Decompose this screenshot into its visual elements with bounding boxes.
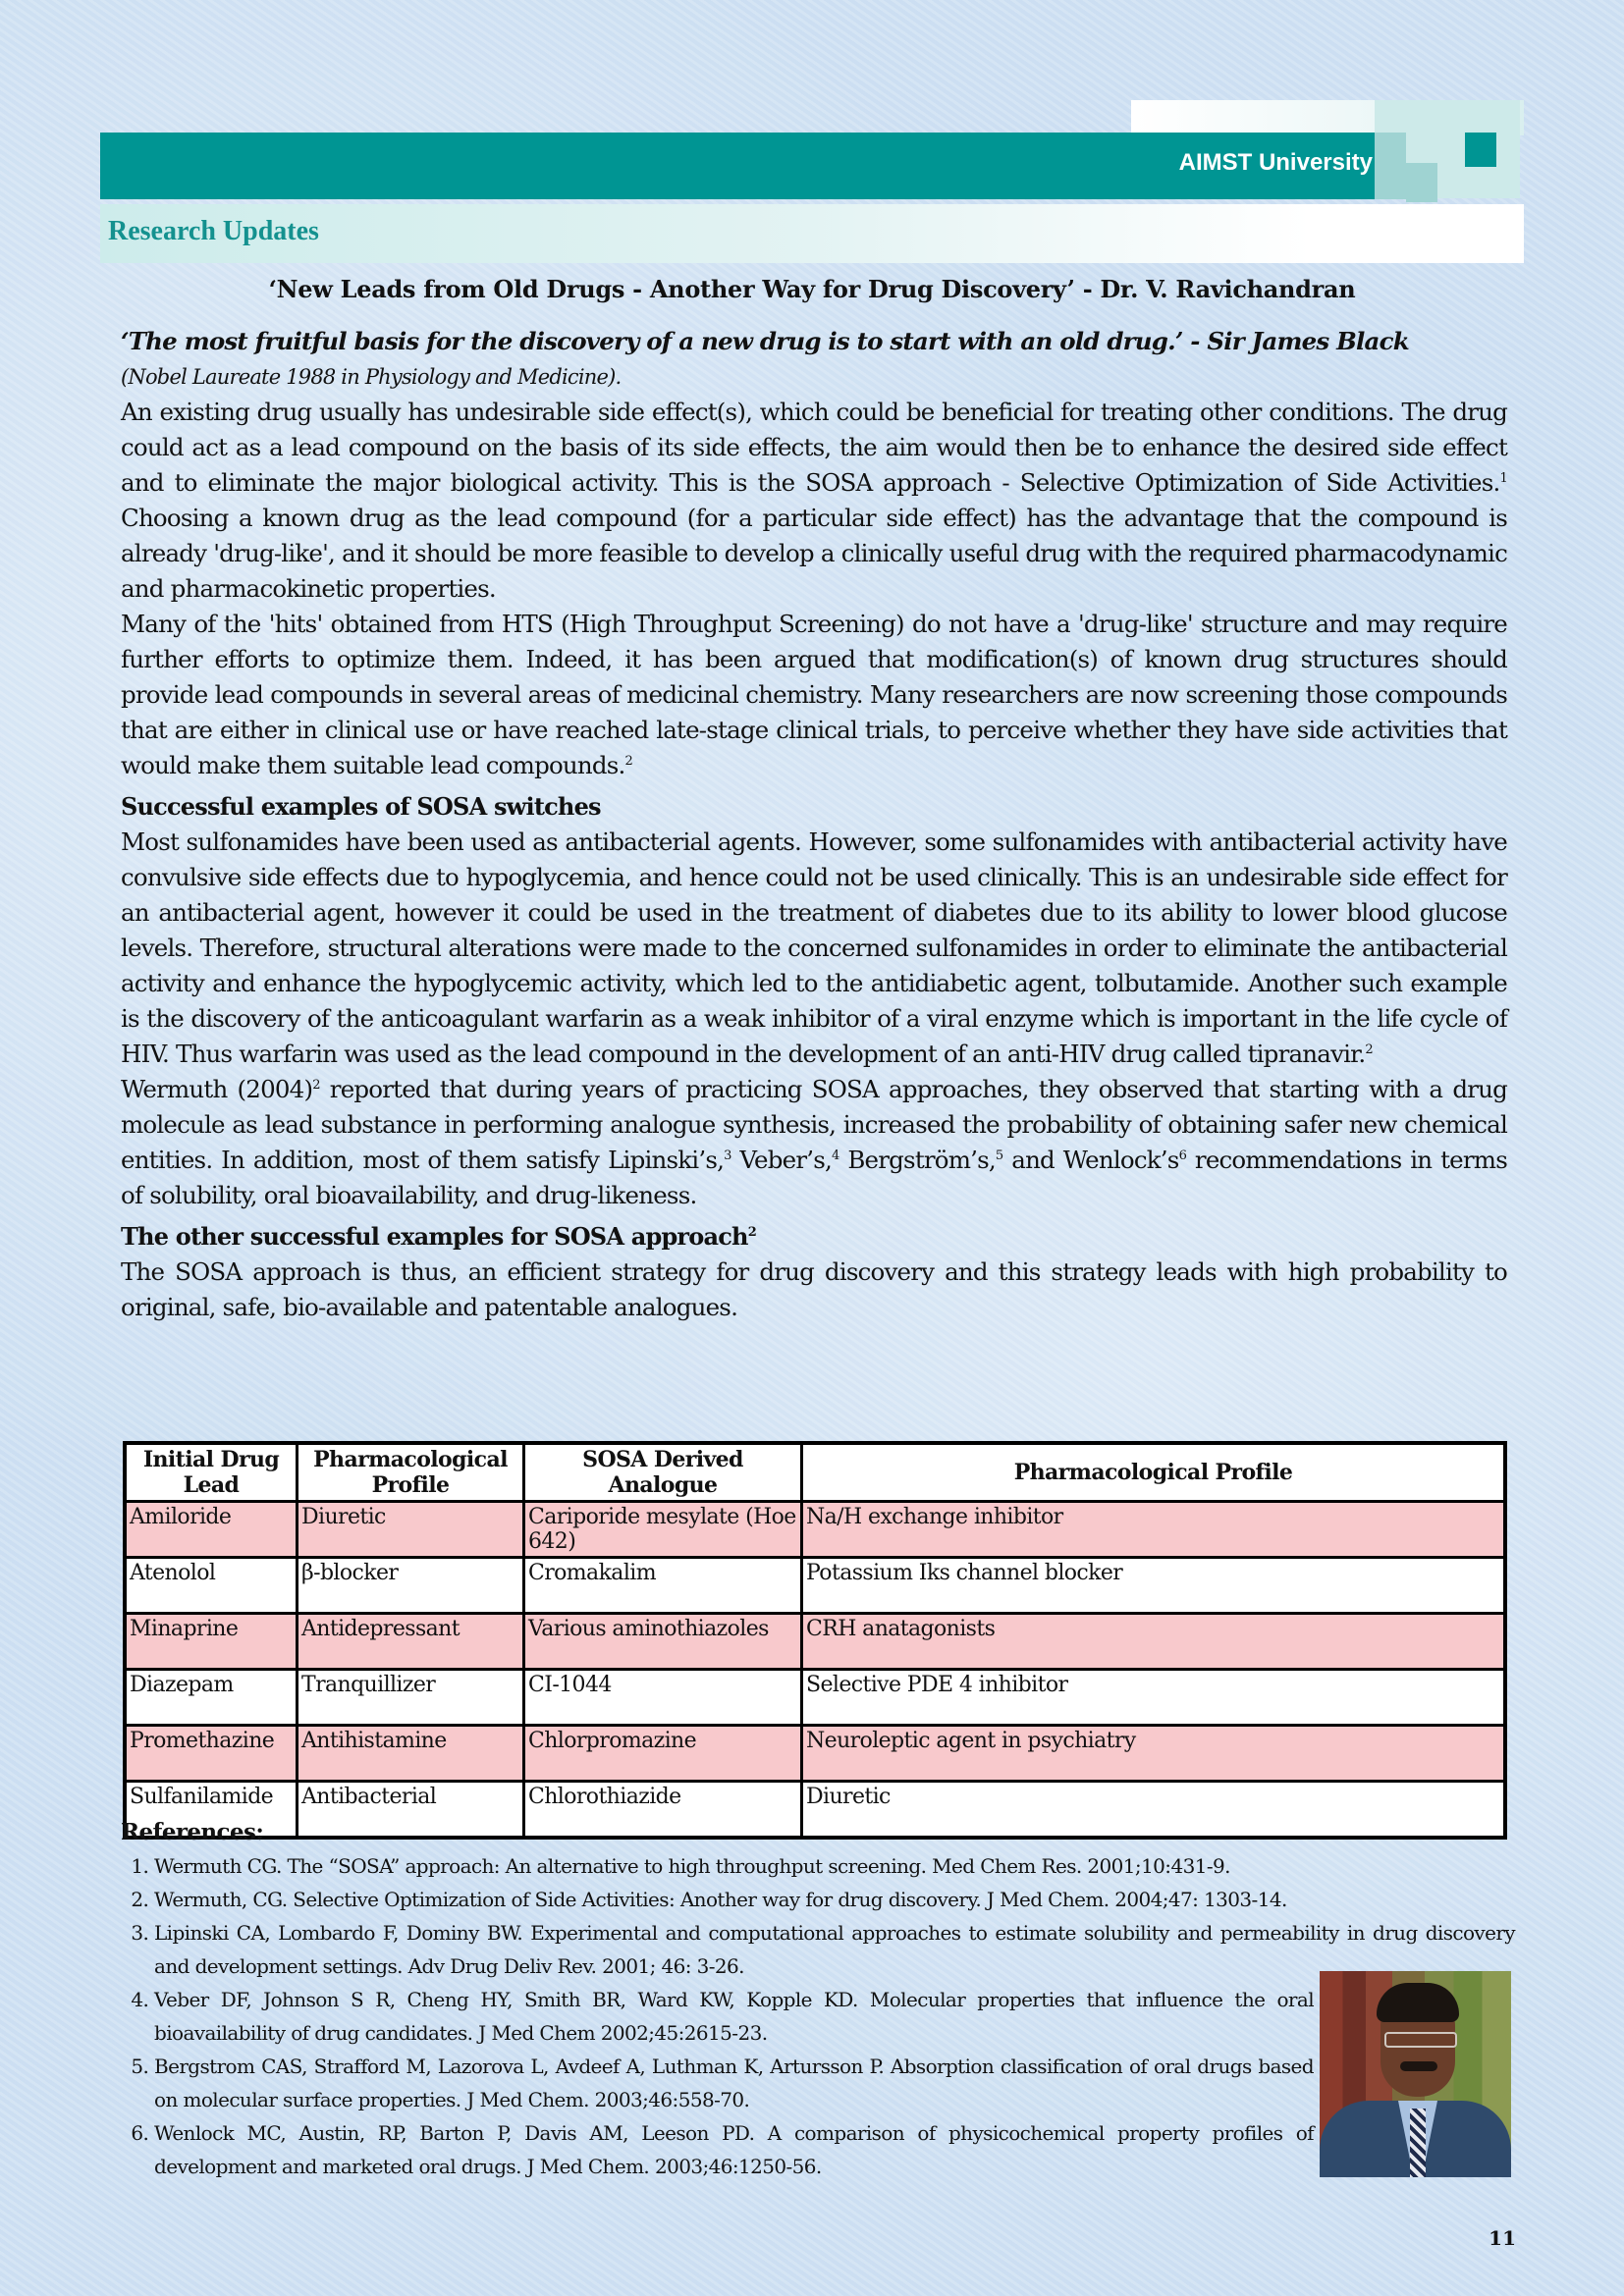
reference-item: 5. Bergstrom CAS, Strafford M, Lazorova L, Avdeef A, Luthman K, Artursson P. Absorption classification of oral drugs based on molecular surface properties. J Med Chem. 2003;46:558-70. xyxy=(154,2050,1314,2116)
photo-hair xyxy=(1377,1983,1459,2022)
citation-ref: 2 xyxy=(624,753,633,769)
epigraph-quote: ‘The most fruitful basis for the discovery of a new drug is to start with an old drug.’ - Sir James Black xyxy=(121,327,1409,355)
paragraph-text: recommendations in terms of solubility, oral bioavailability, and drug-likeness. xyxy=(121,1146,1507,1209)
page-number: 11 xyxy=(1489,2226,1516,2250)
table-cell: Atenolol xyxy=(125,1558,298,1614)
table-cell: Diuretic xyxy=(298,1502,524,1558)
subheading-switches: Successful examples of SOSA switches xyxy=(121,792,601,821)
reference-item: 1. Wermuth CG. The “SOSA” approach: An alternative to high throughput screening. Med Chem Res. 2001;10:431-9. xyxy=(154,1849,1515,1883)
table-cell: Diazepam xyxy=(125,1670,298,1726)
table-row xyxy=(125,1614,1505,1670)
reference-item: 3. Lipinski CA, Lombardo F, Dominy BW. Experimental and computational approaches to estimate solubility and permeability in drug discovery and development settings. Adv Drug Deliv Rev. 2001; 46: 3-26. xyxy=(154,1916,1515,1983)
article-title: ‘New Leads from Old Drugs - Another Way for Drug Discovery’ - Dr. V. Ravichandran xyxy=(268,275,1356,303)
subheading-text: The other successful examples for SOSA approach xyxy=(121,1222,748,1251)
header-decor-square xyxy=(1406,163,1437,202)
photo-mustache xyxy=(1400,2061,1437,2071)
table-cell: CI-1044 xyxy=(524,1670,802,1726)
reference-item: 6. Wenlock MC, Austin, RP, Barton P, Davis AM, Leeson PD. A comparison of physicochemical property profiles of development and marketed oral drugs. J Med Chem. 2003;46:1250-56. xyxy=(154,2116,1314,2183)
table-cell: Potassium Iks channel blocker xyxy=(802,1558,1506,1614)
table-cell: Antidepressant xyxy=(298,1614,524,1670)
paragraph-text: Veber’s, xyxy=(731,1146,833,1174)
citation-ref: 1 xyxy=(1499,470,1507,486)
institution-name: AIMST University xyxy=(1178,149,1373,176)
references-title: References: xyxy=(121,1819,264,1845)
table-cell: Sulfanilamide xyxy=(125,1782,298,1839)
paragraph-text: Wermuth (2004) xyxy=(121,1075,313,1103)
header-decor-square xyxy=(1465,133,1496,167)
header-decor-square xyxy=(1375,133,1406,199)
table-cell: CRH anatagonists xyxy=(802,1614,1506,1670)
photo-glasses xyxy=(1384,2032,1457,2048)
paragraph-text: and Wenlock’s xyxy=(1002,1146,1179,1174)
paragraph xyxy=(121,1072,1507,1213)
references-list xyxy=(121,1849,1515,2183)
table-cell: Various aminothiazoles xyxy=(524,1614,802,1670)
citation-ref: 2 xyxy=(312,1077,320,1093)
sosa-table xyxy=(123,1441,1507,1840)
table-header-row xyxy=(125,1443,1505,1502)
citation-ref: 2 xyxy=(1365,1041,1373,1057)
table-row xyxy=(125,1726,1505,1782)
table-cell: β-blocker xyxy=(298,1558,524,1614)
citation-ref: 4 xyxy=(832,1148,839,1163)
table-cell: Promethazine xyxy=(125,1726,298,1782)
table-cell: Na/H exchange inhibitor xyxy=(802,1502,1506,1558)
paragraph xyxy=(121,607,1507,783)
paragraph-text: Bergström’s, xyxy=(839,1146,996,1174)
table-cell: Cariporide mesylate (Hoe 642) xyxy=(524,1502,802,1558)
table-cell: Antibacterial xyxy=(298,1782,524,1839)
paragraph xyxy=(121,825,1507,1072)
column-header: Pharmacological Profile xyxy=(802,1443,1506,1502)
table-row xyxy=(125,1558,1505,1614)
table-cell: Chlorpromazine xyxy=(524,1726,802,1782)
paragraph xyxy=(121,395,1507,607)
paragraph: The SOSA approach is thus, an efficient strategy for drug discovery and this strategy leads with high probability to original, safe, bio-available and patentable analogues. xyxy=(121,1257,1507,1321)
author-photo xyxy=(1320,1971,1511,2177)
references-section xyxy=(121,1818,1515,2183)
paragraph-text: Many of the 'hits' obtained from HTS (High Throughput Screening) do not have a 'drug-like' structure and may require further efforts to optimize them. Indeed, it has been argued that modification(s) of known drug structures should provide lead compounds in several areas of medicinal chemistry. Many researchers are now screening those compounds that are either in clinical use or have reached late-stage clinical trials, to perceive whether they have side activities that would make them suitable lead compounds. xyxy=(121,610,1507,779)
table-cell: Minaprine xyxy=(125,1614,298,1670)
subheading-other-examples xyxy=(121,1219,1507,1255)
table-cell: Antihistamine xyxy=(298,1726,524,1782)
column-header: SOSA Derived Analogue xyxy=(524,1443,802,1502)
article-body xyxy=(121,324,1507,1325)
citation-ref: 5 xyxy=(995,1148,1003,1163)
paragraph-text: Most sulfonamides have been used as antibacterial agents. However, some sulfonamides with antibacterial activity have convulsive side effects due to hypoglycemia, and hence could not be used clinically. This is an undesirable side effect for an antibacterial agent, however it could be used in the treatment of diabetes due to its ability to lower blood glucose levels. Therefore, structural alterations were made to the concerned sulfonamides in order to eliminate the antibacterial activity and enhance the hypoglycemic activity, which led to the antidiabetic agent, tolbutamide. Another such example is the discovery of the anticoagulant warfarin as a weak inhibitor of a viral enzyme which is important in the life cycle of HIV. Thus warfarin was used as the lead compound in the development of an anti-HIV drug called tipranavir. xyxy=(121,828,1507,1068)
paragraph-text: Choosing a known drug as the lead compound (for a particular side effect) has the advantage that the compound is already 'drug-like', and it should be more feasible to develop a clinically useful drug with the required pharmacodynamic and pharmacokinetic properties. xyxy=(121,504,1507,603)
epigraph-note: (Nobel Laureate 1988 in Physiology and Medicine). xyxy=(121,365,622,389)
photo-tie xyxy=(1410,2109,1426,2177)
table-row xyxy=(125,1670,1505,1726)
citation-ref: 3 xyxy=(724,1148,731,1163)
table-cell: Chlorothiazide xyxy=(524,1782,802,1839)
paragraph-text: reported that during years of practicing SOSA approaches, they observed that starting with a drug molecule as lead substance in performing analogue synthesis, increased the probability of obtaining safer new chemical entities. In addition, most of them satisfy Lipinski’s, xyxy=(121,1075,1507,1174)
table-cell: Diuretic xyxy=(802,1782,1506,1839)
paragraph-text: An existing drug usually has undesirable side effect(s), which could be beneficial for treating other conditions. The drug could act as a lead compound on the basis of its side effects, the aim would then be to enhance the desired side effect and to eliminate the major biological activity. This is the SOSA approach - Selective Optimization of Side Activities. xyxy=(121,398,1507,497)
table-cell: Cromakalim xyxy=(524,1558,802,1614)
table-row xyxy=(125,1502,1505,1558)
section-title: Research Updates xyxy=(108,216,319,246)
table-cell: Selective PDE 4 inhibitor xyxy=(802,1670,1506,1726)
table-cell: Neuroleptic agent in psychiatry xyxy=(802,1726,1506,1782)
reference-item: 4. Veber DF, Johnson S R, Cheng HY, Smith BR, Ward KW, Kopple KD. Molecular properties that influence the oral bioavailability of drug candidates. J Med Chem 2002;45:2615-23. xyxy=(154,1983,1314,2050)
table-cell: Tranquillizer xyxy=(298,1670,524,1726)
reference-item: 2. Wermuth, CG. Selective Optimization of Side Activities: Another way for drug discovery. J Med Chem. 2004;47: 1303-14. xyxy=(154,1883,1515,1916)
citation-ref: 2 xyxy=(747,1225,756,1240)
citation-ref: 6 xyxy=(1178,1148,1187,1163)
table-cell: Amiloride xyxy=(125,1502,298,1558)
column-header: Initial Drug Lead xyxy=(125,1443,298,1502)
column-header: Pharmacological Profile xyxy=(298,1443,524,1502)
